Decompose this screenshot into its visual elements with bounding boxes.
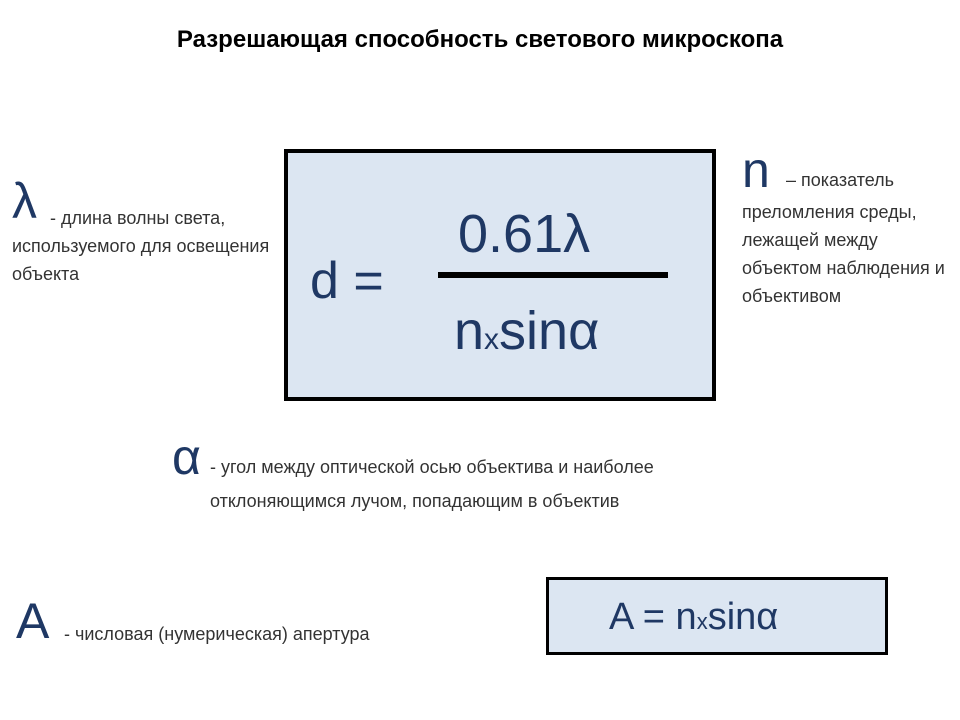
lambda-symbol: λ [12,173,37,229]
resolution-formula-box [284,149,716,401]
formula-lhs: d = [310,252,384,310]
n-description-first: – показатель [786,170,895,190]
aperture-formula-rhs: sinα [707,596,779,638]
n-description: преломления среды, лежащей между объектом наблюдения и объективом [742,202,945,306]
lambda-description: используемого для освещения объекта [12,236,270,284]
alpha-symbol: α [172,429,201,485]
aperture-formula-box [546,577,888,655]
denominator-sin: sinα [499,301,600,361]
fraction-line [438,272,668,278]
aperture-symbol: A [16,593,50,649]
formula-numerator: 0.61λ [458,204,591,264]
aperture-description: - числовая (нумерическая) апертура [64,624,370,644]
slide-title: Разрешающая способность светового микроскопа [176,26,784,53]
formula-denominator [454,300,599,362]
denominator-times: x [484,323,500,356]
aperture-formula-times: x [696,609,708,634]
alpha-description: - угол между оптической осью объектива и наиболее отклоняющимся лучом, попадающим в объектив [210,457,654,511]
denominator-n: n [454,301,485,361]
lambda-description-first: - длина волны света, [50,208,226,228]
aperture-formula-lhs: A = n [609,596,697,638]
n-symbol: n [742,142,770,198]
aperture-formula [609,596,778,639]
